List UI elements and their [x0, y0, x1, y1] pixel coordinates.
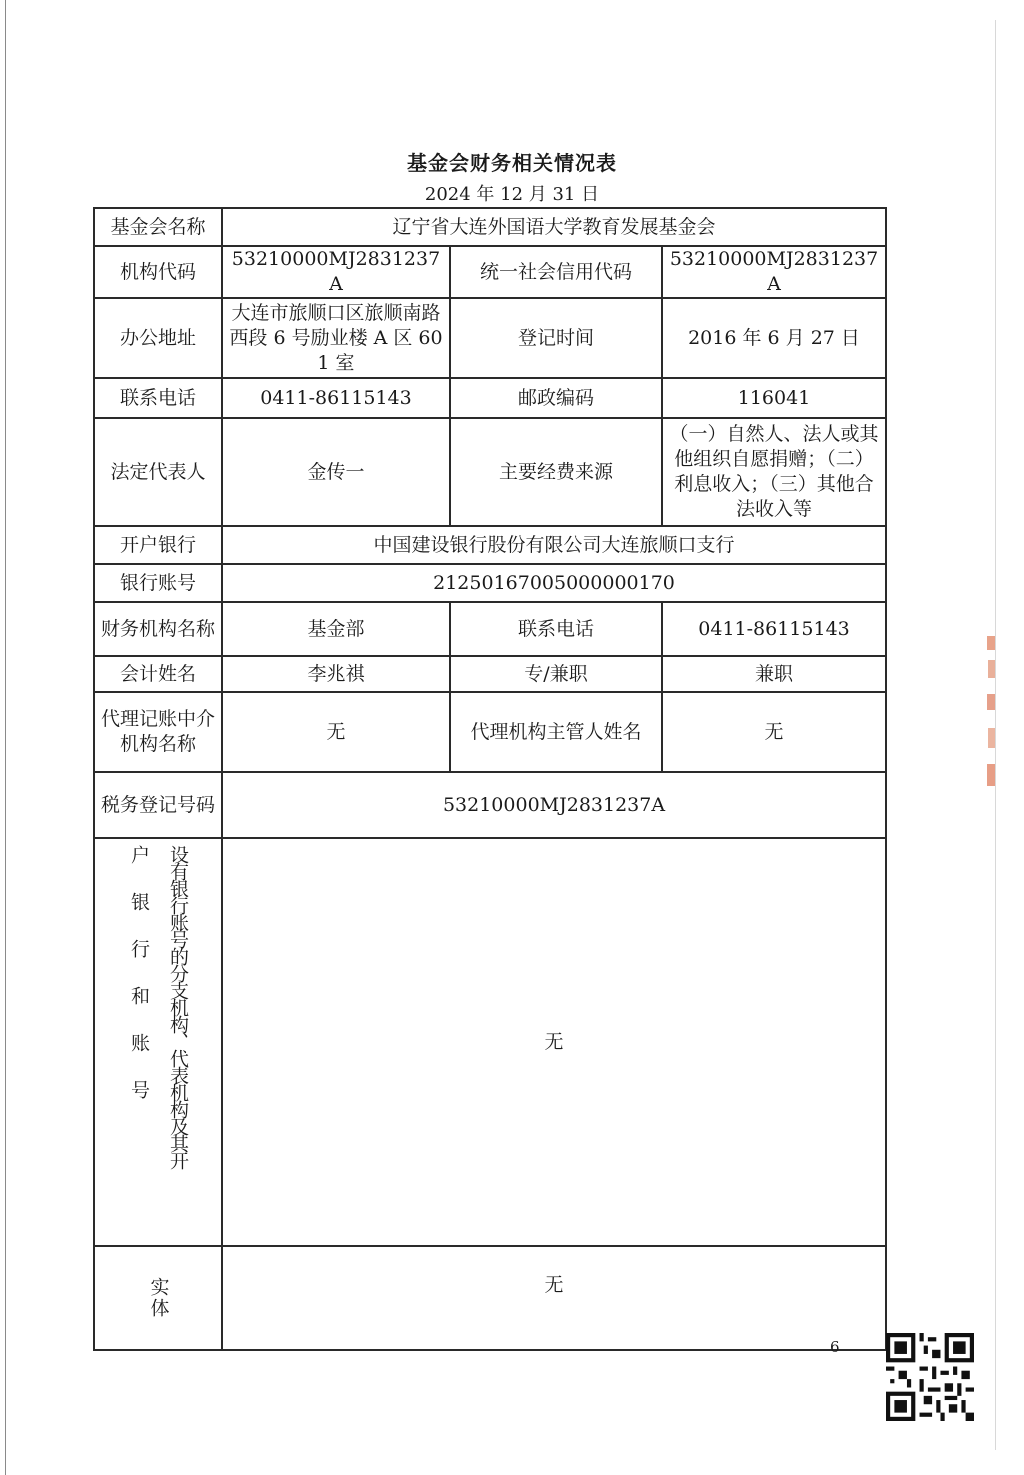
bank-value: 中国建设银行股份有限公司大连旅顺口支行	[222, 526, 886, 564]
report-date: 2024 年 12 月 31 日	[424, 184, 600, 205]
tax-reg-value: 53210000MJ2831237A	[222, 772, 886, 838]
table-row	[94, 208, 886, 246]
branches-label-col2: 设有银行账号的分支机构、代表机构及其开	[167, 845, 189, 1168]
entity-label-text: 实体	[147, 1277, 170, 1319]
tax-reg-label: 税务登记号码	[94, 772, 222, 838]
table-row	[94, 602, 886, 656]
seal-edge-mark	[985, 636, 997, 796]
bank-account-label: 银行账号	[94, 564, 222, 602]
table-row	[94, 1246, 886, 1350]
org-code-label: 机构代码	[94, 246, 222, 298]
funding-source-label: 主要经费来源	[450, 418, 662, 526]
employment-type-value: 兼职	[662, 656, 886, 692]
legal-rep-label: 法定代表人	[94, 418, 222, 526]
postcode-label: 邮政编码	[450, 378, 662, 418]
table-row	[94, 246, 886, 298]
credit-code-value: 53210000MJ2831237A	[662, 246, 886, 298]
table-row	[94, 298, 886, 378]
agent-label: 代理记账中介机构名称	[94, 692, 222, 772]
funding-source-value: （一）自然人、法人或其他组织自愿捐赠；（二）利息收入；（三）其他合法收入等	[662, 418, 886, 526]
legal-rep-value: 金传一	[222, 418, 450, 526]
branches-label	[94, 838, 222, 1246]
finance-info-table	[93, 207, 887, 1351]
agent-manager-value: 无	[662, 692, 886, 772]
finance-dept-label: 财务机构名称	[94, 602, 222, 656]
foundation-name-value: 辽宁省大连外国语大学教育发展基金会	[222, 208, 886, 246]
postcode-value: 116041	[662, 378, 886, 418]
accountant-label: 会计姓名	[94, 656, 222, 692]
table-row	[94, 378, 886, 418]
foundation-name-label: 基金会名称	[94, 208, 222, 246]
phone-label: 联系电话	[94, 378, 222, 418]
registration-date-value: 2016 年 6 月 27 日	[662, 298, 886, 378]
agent-value: 无	[222, 692, 450, 772]
finance-phone-value: 0411-86115143	[662, 602, 886, 656]
finance-phone-label: 联系电话	[450, 602, 662, 656]
phone-value: 0411-86115143	[222, 378, 450, 418]
address-value: 大连市旅顺口区旅顺南路西段 6 号励业楼 A 区 601 室	[222, 298, 450, 378]
accountant-value: 李兆祺	[222, 656, 450, 692]
table-row	[94, 418, 886, 526]
table-row	[94, 526, 886, 564]
table-row	[94, 772, 886, 838]
agent-manager-label: 代理机构主管人姓名	[450, 692, 662, 772]
bank-account-value: 21250167005000000170	[222, 564, 886, 602]
entity-value: 无	[222, 1246, 886, 1350]
page-edge-left	[5, 0, 6, 1475]
entity-label	[94, 1246, 222, 1350]
branches-label-col1: 户银行和账号	[128, 845, 150, 1127]
table-row	[94, 838, 886, 1246]
address-label: 办公地址	[94, 298, 222, 378]
page-title: 基金会财务相关情况表	[407, 151, 617, 175]
bank-label: 开户银行	[94, 526, 222, 564]
table-row	[94, 564, 886, 602]
finance-dept-value: 基金部	[222, 602, 450, 656]
registration-date-label: 登记时间	[450, 298, 662, 378]
table-row	[94, 692, 886, 772]
qr-code-icon	[886, 1333, 974, 1421]
page-number: 6	[830, 1338, 840, 1356]
org-code-value: 53210000MJ2831237A	[222, 246, 450, 298]
credit-code-label: 统一社会信用代码	[450, 246, 662, 298]
table-row	[94, 656, 886, 692]
branches-value: 无	[222, 838, 886, 1246]
employment-type-label: 专/兼职	[450, 656, 662, 692]
